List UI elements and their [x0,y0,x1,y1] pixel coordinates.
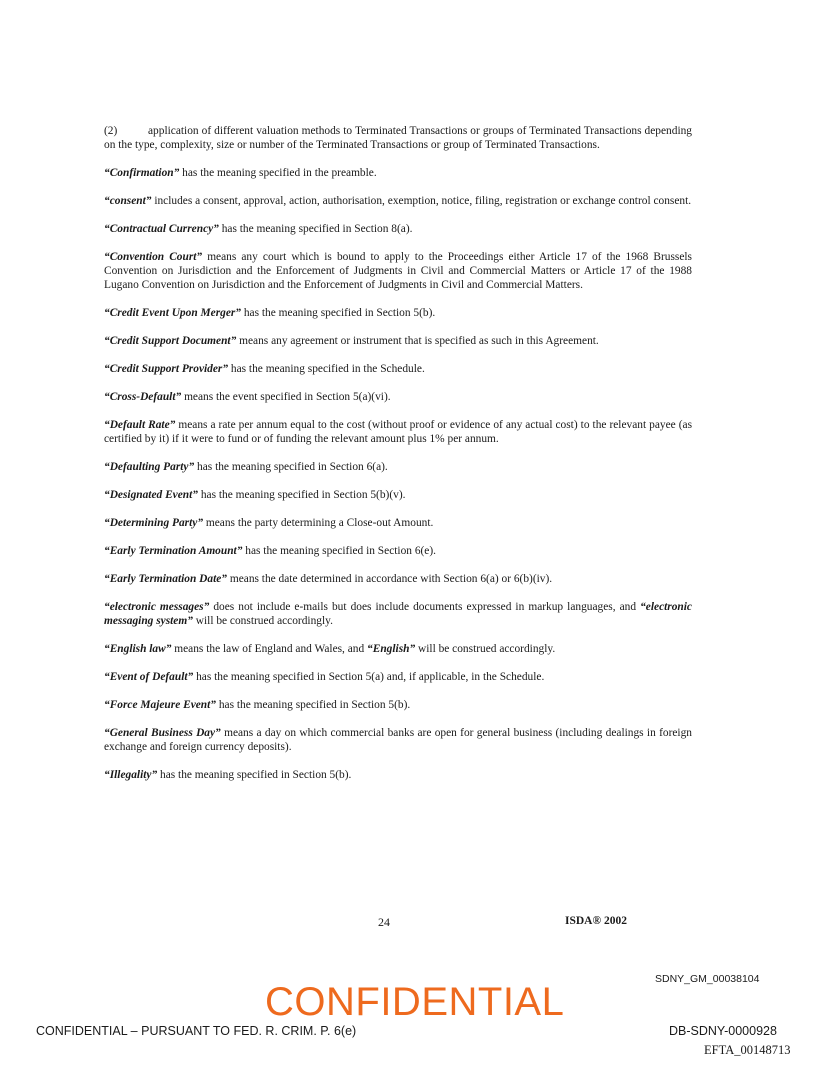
definition-designated-event [104,488,692,502]
definition-text: means any court which is bound to apply to the Proceedings either Article 17 of the 1968 Brussels Convention on Jurisdiction and the Enforcement of Judgments in Civil and Commercial Matters or Article 17 of the 1988 Lugano Convention on Jurisdiction and the Enforcement of Judgments in Civil and Commercial Matters. [104,251,692,291]
definition-general-business-day [104,726,692,754]
definition-consent [104,194,692,208]
defined-term: “consent” [104,195,152,207]
bates-number: SDNY_GM_00038104 [655,973,760,985]
item-text: application of different valuation methods to Terminated Transactions or groups of Terminated Transactions depending on the type, complexity, size or number of the Terminated Transactions or group of Terminated Transactions. [104,125,692,151]
definition-text: has the meaning specified in Section 5(b)(v). [197,489,406,501]
definition-text: has the meaning specified in Section 8(a). [218,223,413,235]
defined-term-secondary: “electronic messaging system” [104,601,692,627]
defined-term: “Default Rate” [104,419,176,431]
definition-text: has the meaning specified in Section 6(e). [242,545,437,557]
defined-term: “English law” [104,643,172,655]
definition-text: does not include e-mails but does include documents expressed in markup languages, and [209,601,641,613]
defined-term: “Designated Event” [104,489,198,501]
definition-credit-support-provider [104,362,692,376]
defined-term: “Convention Court” [104,251,203,263]
definition-convention-court [104,250,692,292]
definition-electronic-messages [104,600,692,628]
defined-term: “Cross-Default” [104,391,182,403]
list-item-2 [104,124,692,152]
defined-term: “Early Termination Date” [104,573,227,585]
item-number: (2) [104,125,118,137]
definition-text: means a rate per annum equal to the cost (without proof or evidence of any actual cost) to the relevant payee (as certified by it) if it were to fund or of funding the relevant amount plus 1% per annum. [104,419,692,445]
db-sdny-number: DB-SDNY-0000928 [669,1024,777,1038]
definition-text: has the meaning specified in Section 6(a). [194,461,388,473]
definition-text-secondary: will be construed accordingly. [192,615,333,627]
definition-text-secondary: will be construed accordingly. [415,643,556,655]
definition-confirmation [104,166,692,180]
definition-illegality [104,768,692,782]
page-number: 24 [378,915,390,929]
confidential-stamp: CONFIDENTIAL [265,980,565,1024]
isda-footer: ISDA® 2002 [565,915,627,927]
defined-term: “Early Termination Amount” [104,545,243,557]
definition-credit-event-upon-merger [104,306,692,320]
definition-text: includes a consent, approval, action, authorisation, exemption, notice, filing, registration or exchange control consent. [151,195,692,207]
efta-number: EFTA_00148713 [704,1043,791,1057]
defined-term: “Event of Default” [104,671,194,683]
defined-term: “Illegality” [104,769,158,781]
defined-term-secondary: “English” [367,643,416,655]
definition-text: has the meaning specified in the preamble. [179,167,377,179]
definition-text: has the meaning specified in the Schedule. [228,363,425,375]
defined-term: “Determining Party” [104,517,204,529]
definition-text: means a day on which commercial banks are open for general business (including dealings in foreign exchange and foreign currency deposits). [104,727,692,753]
defined-term: “Force Majeure Event” [104,699,216,711]
definition-text: has the meaning specified in Section 5(b). [157,769,352,781]
definition-determining-party [104,516,692,530]
definition-early-termination-amount [104,544,692,558]
definition-text: means the date determined in accordance with Section 6(a) or 6(b)(iv). [227,573,553,585]
definition-defaulting-party [104,460,692,474]
defined-term: “Credit Support Document” [104,335,237,347]
defined-term: “Confirmation” [104,167,180,179]
definition-english-law [104,642,692,656]
definition-contractual-currency [104,222,692,236]
defined-term: “Contractual Currency” [104,223,219,235]
definition-text: means the event specified in Section 5(a)(vi). [181,391,391,403]
defined-term: “electronic messages” [104,601,210,613]
definition-text: means the law of England and Wales, and [171,643,368,655]
definition-force-majeure-event [104,698,692,712]
definition-early-termination-date [104,572,692,586]
definition-event-of-default [104,670,692,684]
definition-cross-default [104,390,692,404]
definition-text: means any agreement or instrument that is specified as such in this Agreement. [236,335,599,347]
defined-term: “Defaulting Party” [104,461,195,473]
definition-text: has the meaning specified in Section 5(a) and, if applicable, in the Schedule. [193,671,545,683]
definition-text: means the party determining a Close-out Amount. [203,517,434,529]
definition-text: has the meaning specified in Section 5(b). [216,699,411,711]
defined-term: “Credit Support Provider” [104,363,229,375]
definition-credit-support-document [104,334,692,348]
document-body [104,124,692,796]
definition-default-rate [104,418,692,446]
defined-term: “General Business Day” [104,727,221,739]
defined-term: “Credit Event Upon Merger” [104,307,242,319]
confidential-legend: CONFIDENTIAL – PURSUANT TO FED. R. CRIM. P. 6(e) [36,1024,357,1038]
definition-text: has the meaning specified in Section 5(b). [241,307,436,319]
